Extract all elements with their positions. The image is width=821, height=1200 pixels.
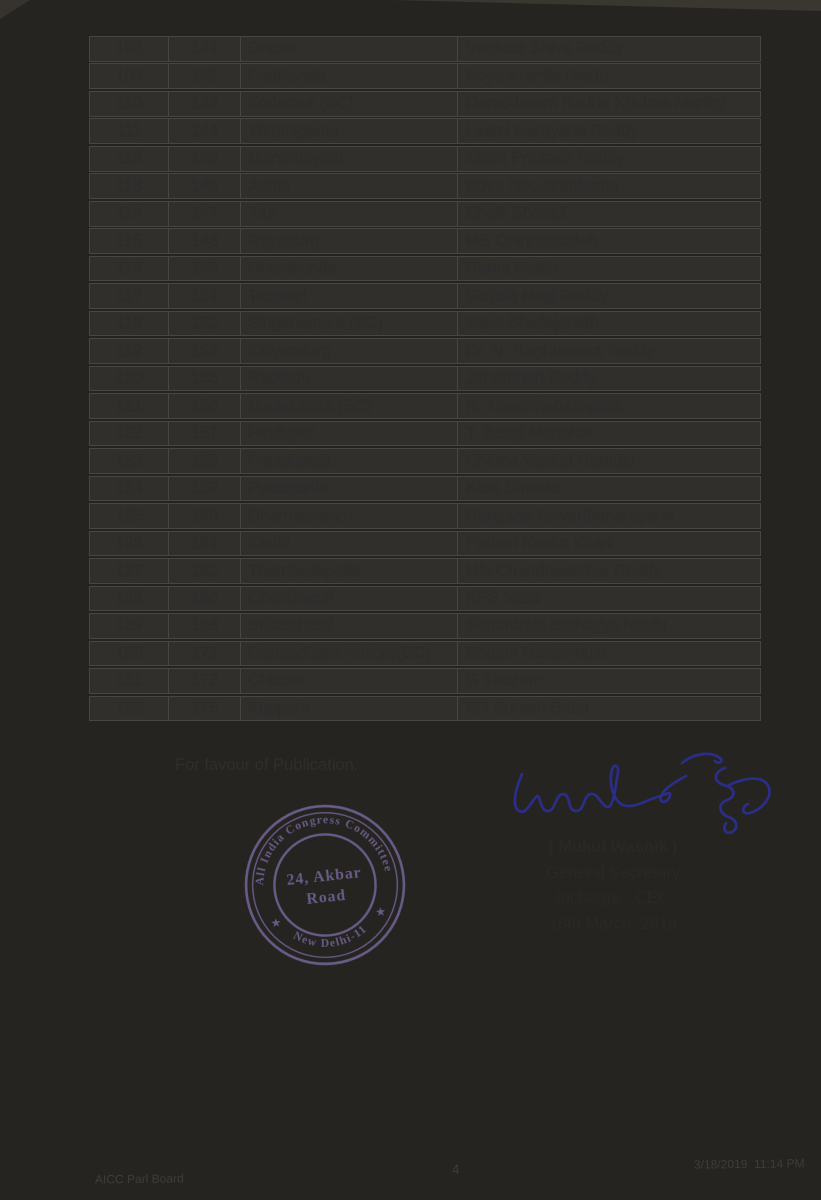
table-row bbox=[89, 476, 761, 502]
table-row bbox=[89, 558, 761, 584]
cell-constituency-number: 159 bbox=[169, 477, 241, 501]
cell-constituency-number: 175 bbox=[169, 697, 241, 721]
cell-constituency-name: Uravakonda bbox=[241, 257, 458, 281]
cell-constituency-name: Kodumur (SC) bbox=[241, 92, 458, 116]
table-row bbox=[89, 256, 761, 282]
cell-constituency-name: Raptadu bbox=[241, 367, 458, 391]
footer-timestamp: 3/18/2019 11:14 PM bbox=[693, 1156, 805, 1172]
cell-candidate-name: Samudrala Bathayya Naidu bbox=[466, 616, 667, 635]
cell-serial-number: 126 bbox=[90, 532, 169, 556]
cell-constituency-number: 152 bbox=[169, 312, 241, 336]
cell-serial-number: 115 bbox=[90, 229, 169, 253]
cell-serial-number: 123 bbox=[90, 449, 169, 473]
stamp-inner-ring bbox=[269, 829, 380, 940]
photo-corner-shadow-right bbox=[391, 0, 821, 11]
cell-constituency-number: 144 bbox=[169, 119, 241, 143]
cell-constituency-name: Tadpatri bbox=[241, 284, 458, 308]
cell-constituency-number: 151 bbox=[169, 284, 241, 308]
cell-serial-number: 125 bbox=[90, 504, 169, 528]
cell-candidate-name: Shaik Shavali bbox=[466, 204, 566, 223]
cell-candidate-name: G Tikaram bbox=[466, 671, 543, 690]
signatory-date: 18th March, 2019 bbox=[548, 914, 678, 933]
stamp-graphic bbox=[230, 790, 419, 979]
cell-serial-number: 128 bbox=[90, 587, 169, 611]
stamp-arc-bottom-text: New Delhi-11 bbox=[291, 922, 370, 950]
cell-serial-number: 118 bbox=[90, 312, 169, 336]
stamp-address-line1: 24, Akbar bbox=[285, 864, 363, 889]
table-row bbox=[89, 36, 761, 62]
cell-constituency-number: 157 bbox=[169, 422, 241, 446]
cell-constituency-number: 145 bbox=[169, 147, 241, 171]
cell-candidate-name: Janardhan Reddy bbox=[466, 369, 597, 388]
table-row bbox=[89, 503, 761, 529]
cell-constituency-number: 172 bbox=[169, 669, 241, 693]
cell-constituency-number: 143 bbox=[169, 92, 241, 116]
table-row bbox=[89, 531, 761, 557]
cell-constituency-name: Kadiri bbox=[241, 532, 458, 556]
publication-note: For favour of Publication. bbox=[175, 756, 359, 774]
table-row bbox=[89, 63, 761, 89]
footer-document-name: AICC Parl Board bbox=[94, 1171, 184, 1187]
cell-constituency-name: Yemmiganur bbox=[241, 119, 458, 143]
cell-candidate-name: Damodaram Radha Krishna Murthy bbox=[466, 94, 726, 113]
cell-candidate-name: Rangana Aswarthanarayana bbox=[466, 506, 675, 525]
cell-constituency-name: Srikalahasti bbox=[241, 614, 458, 638]
cell-candidate-name: K. Aswarthanarayana bbox=[466, 396, 623, 415]
table-row bbox=[89, 118, 761, 144]
table-row bbox=[89, 668, 761, 694]
signatory-block bbox=[500, 835, 726, 937]
cell-serial-number: 116 bbox=[90, 257, 169, 281]
cell-constituency-name: Rayadurg bbox=[241, 229, 458, 253]
cell-constituency-name: Chittoor bbox=[241, 669, 458, 693]
cell-serial-number: 121 bbox=[90, 394, 169, 418]
cell-candidate-name: Venkata Shiva Reddy bbox=[466, 39, 624, 58]
cell-constituency-name: Dharmavaram bbox=[241, 504, 458, 528]
photo-corner-shadow-left bbox=[0, 0, 30, 19]
cell-candidate-name: Sake Shailajanath bbox=[466, 314, 600, 333]
table-row bbox=[89, 641, 761, 667]
cell-constituency-name: Alur bbox=[241, 202, 458, 226]
cell-constituency-name: Singanamala (SC) bbox=[241, 312, 458, 336]
cell-constituency-number: 154 bbox=[169, 339, 241, 363]
cell-constituency-number: 142 bbox=[169, 64, 241, 88]
table-row bbox=[89, 283, 761, 309]
table-row bbox=[89, 311, 761, 337]
cell-serial-number: 111 bbox=[90, 119, 169, 143]
cell-serial-number: 122 bbox=[90, 422, 169, 446]
table-row bbox=[89, 393, 761, 419]
cell-candidate-name: MB Chinnappaiah bbox=[466, 231, 598, 250]
cell-serial-number: 131 bbox=[90, 669, 169, 693]
cell-constituency-name: Hindupur bbox=[241, 422, 458, 446]
official-stamp bbox=[230, 790, 419, 979]
signatory-role: Incharge - CEC bbox=[556, 889, 670, 908]
cell-serial-number: 129 bbox=[90, 614, 169, 638]
cell-constituency-number: 147 bbox=[169, 202, 241, 226]
cell-candidate-name: Sodem Narsimhulu bbox=[466, 643, 607, 662]
cell-constituency-name: Gangadhara Nellore(SC) bbox=[241, 642, 458, 666]
cell-constituency-name: Kuppam bbox=[241, 697, 458, 721]
cell-candidate-name: BR Suresh Babu bbox=[466, 698, 589, 717]
cell-serial-number: 117 bbox=[90, 284, 169, 308]
cell-serial-number: 112 bbox=[90, 147, 169, 171]
cell-constituency-number: 141 bbox=[169, 37, 241, 61]
cell-serial-number: 120 bbox=[90, 367, 169, 391]
cell-candidate-name: Kota Shweta bbox=[466, 479, 560, 498]
cell-constituency-name: Pattikonda bbox=[241, 64, 458, 88]
cell-candidate-name: Chinna Venkat Ramulu bbox=[466, 451, 635, 470]
cell-constituency-number: 149 bbox=[169, 257, 241, 281]
cell-candidate-name: Dr. N. Raghuveera Reddy bbox=[466, 341, 655, 360]
cell-constituency-name: Puttaparthi bbox=[241, 477, 458, 501]
table-row bbox=[89, 696, 761, 722]
stamp-arc-top-text: All India Congress Committee bbox=[253, 813, 396, 886]
table-row bbox=[89, 201, 761, 227]
cell-candidate-name: Rama Naidu bbox=[466, 259, 558, 278]
table-row bbox=[89, 613, 761, 639]
cell-candidate-name: KPS Vasu bbox=[466, 588, 540, 607]
cell-candidate-name: Boya Kranthi Naidu bbox=[466, 66, 609, 85]
table-row bbox=[89, 448, 761, 474]
cell-candidate-name: Gujjala Nagi Reddy bbox=[466, 286, 609, 305]
cell-constituency-name: Madakasira (SC) bbox=[241, 394, 458, 418]
table-row bbox=[89, 366, 761, 392]
table-row bbox=[89, 173, 761, 199]
cell-serial-number: 109 bbox=[90, 64, 169, 88]
cell-serial-number: 130 bbox=[90, 642, 169, 666]
cell-serial-number: 108 bbox=[90, 37, 169, 61]
cell-constituency-number: 155 bbox=[169, 367, 241, 391]
cell-candidate-name: MN Chandrasekhar Reddy bbox=[466, 561, 662, 580]
table-row bbox=[89, 228, 761, 254]
cell-serial-number: 132 bbox=[90, 697, 169, 721]
cell-constituency-number: 160 bbox=[169, 504, 241, 528]
cell-constituency-name: Mantralayam bbox=[241, 147, 458, 171]
cell-constituency-number: 162 bbox=[169, 559, 241, 583]
cell-candidate-name: Shiva Prakash Reddy bbox=[466, 149, 625, 168]
cell-constituency-number: 148 bbox=[169, 229, 241, 253]
stamp-star-right-icon: ★ bbox=[374, 904, 387, 920]
table-row bbox=[89, 146, 761, 172]
table-row bbox=[89, 91, 761, 117]
cell-serial-number: 110 bbox=[90, 92, 169, 116]
candidate-table bbox=[89, 36, 761, 723]
cell-constituency-name: Penukonda bbox=[241, 449, 458, 473]
cell-constituency-name: Kalyandurg bbox=[241, 339, 458, 363]
signature-image bbox=[505, 748, 785, 843]
cell-candidate-name: Pathan Kasim Khan bbox=[466, 534, 612, 553]
cell-serial-number: 113 bbox=[90, 174, 169, 198]
cell-constituency-name: Chandragiri bbox=[241, 587, 458, 611]
cell-constituency-number: 156 bbox=[169, 394, 241, 418]
cell-constituency-name: Adoni bbox=[241, 174, 458, 198]
cell-constituency-number: 161 bbox=[169, 532, 241, 556]
cell-constituency-name: Dhone bbox=[241, 37, 458, 61]
table-row bbox=[89, 338, 761, 364]
signatory-title: General Secretary bbox=[546, 863, 680, 882]
cell-serial-number: 127 bbox=[90, 559, 169, 583]
cell-candidate-name: T. Balaji Manohar bbox=[466, 424, 594, 443]
table-row bbox=[89, 421, 761, 447]
cell-serial-number: 124 bbox=[90, 477, 169, 501]
cell-constituency-number: 171 bbox=[169, 642, 241, 666]
cell-constituency-number: 146 bbox=[169, 174, 241, 198]
cell-constituency-number: 158 bbox=[169, 449, 241, 473]
stamp-star-left-icon: ★ bbox=[269, 915, 283, 931]
cell-constituency-name: Thamballapalle bbox=[241, 559, 458, 583]
cell-constituency-number: 166 bbox=[169, 587, 241, 611]
cell-serial-number: 114 bbox=[90, 202, 169, 226]
table-row bbox=[89, 586, 761, 612]
cell-candidate-name: Laxmi Narayana Reddy bbox=[466, 121, 639, 140]
cell-serial-number: 119 bbox=[90, 339, 169, 363]
cell-candidate-name: Boya Neelakantappa bbox=[466, 176, 620, 195]
cell-constituency-number: 168 bbox=[169, 614, 241, 638]
stamp-address-line2: Road bbox=[305, 887, 347, 909]
footer-page-number: 4 bbox=[451, 1161, 460, 1178]
signatory-name: ( Mukul Wasnik ) bbox=[548, 838, 678, 856]
